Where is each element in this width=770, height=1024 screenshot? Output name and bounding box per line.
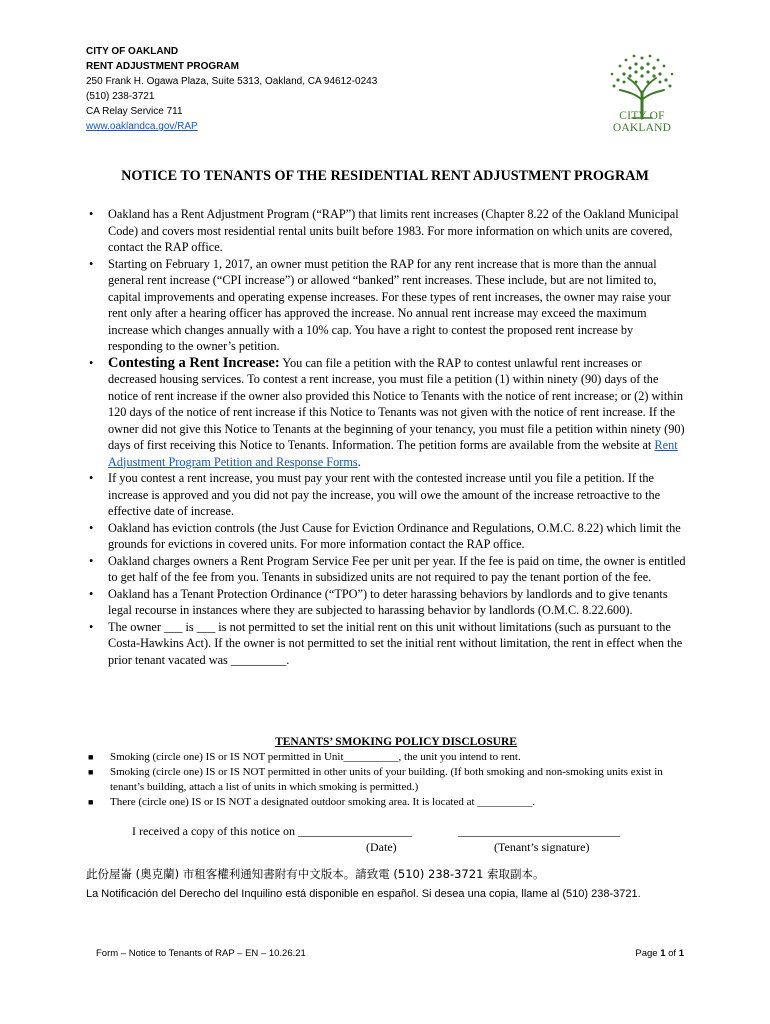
bullet-icon: • — [89, 256, 94, 271]
bullet-icon: • — [89, 619, 94, 634]
spanish-notice: La Notificación del Derecho del Inquilino está disponible en español. Si desea una copia, llame al (510) 238-3721. — [86, 888, 641, 900]
bullet-icon: • — [89, 355, 94, 370]
list-item: • Contesting a Rent Increase: You can file a petition with the RAP to contest unlawful rent increases or decreased housing services. To contest a rent increase, you must file a petition (1) within ninety (90) days of the notice of rent increase if the owner also provided this Notice to Tenants with the notice of rent increase; or (2) within 120 days of the notice of rent increase if this Notice to Tenants was not given with the notice of rent increase. If the owner did not give this Notice to Tenants at the beginning of your tenancy, you must file a petition within ninety (90) days of first receiving this Notice to Tenants. Information. The petition forms are available from the website at Rent Adjustment Program Petition and Response Forms. — [89, 354, 685, 469]
letterhead — [86, 44, 377, 134]
bullet-icon: • — [89, 586, 94, 601]
city-logo — [592, 48, 692, 134]
list-item: • The owner ___ is ___ is not permitted to set the initial rent on this unit without limitations (such as pursuant to the Costa-Hawkins Act). If the owner is not permitted to set the initial rent without limitation, the rent in effect when the prior tenant vacated was _________. — [89, 619, 683, 667]
received-date-line: I received a copy of this notice on ___________________ — [132, 824, 412, 838]
website-link[interactable]: www.oaklandca.gov/RAP — [86, 121, 198, 132]
list-item: • Starting on February 1, 2017, an owner must petition the RAP for any rent increase that is more than the annual general rent increase (“CPI increase”) or allowed “banked” rent increases. These include, but are not limited to, capital improvements and operating expense increases. For these types of rent increases, the owner may raise your rent only after a hearing officer has approved the increase. No annual rent increase may exceed the maximum increase which changes annually with a 10% cap. You have a right to contest the proposed rent increase by responding to the owner’s petition. — [89, 256, 671, 353]
list-item: • If you contest a rent increase, you must pay your rent with the contested increase until you file a petition. If the increase is approved and you did not pay the increase, you will owe the amount of the increase retroactive to the effective date of increase. — [89, 471, 661, 518]
square-bullet-icon: ■ — [88, 797, 94, 807]
date-label: (Date) — [366, 840, 397, 854]
list-item: • Oakland has a Rent Adjustment Program (“RAP”) that limits rent increases (Chapter 8.22 of the Oakland Municipal Code) and covers most residential rental units built before 1983. For more information on which units are covered, contact the RAP office. — [89, 207, 679, 254]
form-id: Form – Notice to Tenants of RAP – EN – 10.26.21 — [96, 948, 306, 959]
contesting-heading: Contesting a Rent Increase: — [108, 354, 280, 371]
tenant-signature-label: (Tenant’s signature) — [494, 840, 590, 854]
list-item: • Oakland has a Tenant Protection Ordinance (“TPO”) to deter harassing behaviors by landlords and to give tenants legal recourse in instances where they are subjected to harassing behavior by landlords (O.M.C. 8.22.600). — [89, 586, 668, 617]
list-item: • Oakland charges owners a Rent Program Service Fee per unit per year. If the fee is paid on time, the owner is entitled to get half of the fee from you. Tenants in subsidized units are not required to pay the tenant portion of the fee. — [89, 553, 686, 584]
bullet-icon: • — [89, 207, 94, 221]
bullet-icon: • — [89, 471, 94, 485]
signature-line: ___________________________ — [458, 824, 620, 838]
org-name: CITY OF OAKLAND — [86, 46, 179, 57]
relay-service: CA Relay Service 711 — [86, 106, 183, 117]
square-bullet-icon: ■ — [88, 767, 94, 777]
list-item: ■ Smoking (circle one) IS or IS NOT permitted in other units of your building. (If both smoking and non-smoking units exist in tenant’s building, attach a list of units in which smoking is permitted.) — [88, 766, 663, 793]
square-bullet-icon: ■ — [88, 752, 94, 762]
logo-text: CITY OF OAKLAND — [612, 110, 672, 134]
petition-forms-link[interactable]: Rent Adjustment Program Petition and Response Forms — [108, 438, 678, 469]
list-item: ■ Smoking (circle one) IS or IS NOT permitted in Unit__________, the unit you intend to rent. — [88, 751, 521, 763]
notice-body — [86, 206, 686, 668]
chinese-notice: 此份屋崙 (奧克蘭) 市租客權利通知書附有中文版本。請致電 (510) 238-3721 索取副本。 — [86, 867, 545, 881]
smoking-policy — [86, 750, 686, 810]
smoking-policy-title: TENANTS’ SMOKING POLICY DISCLOSURE — [275, 736, 517, 748]
document-title: NOTICE TO TENANTS OF THE RESIDENTIAL RENT ADJUSTMENT PROGRAM — [121, 168, 649, 184]
list-item: ■ There (circle one) IS or IS NOT a designated outdoor smoking area. It is located at __________. — [88, 796, 536, 808]
bullet-list — [86, 206, 686, 668]
bullet-icon: • — [89, 520, 94, 535]
address: 250 Frank H. Ogawa Plaza, Suite 5313, Oakland, CA 94612-0243 — [86, 76, 378, 87]
page-number: Page 1 of 1 — [635, 948, 684, 959]
phone: (510) 238-3721 — [86, 91, 155, 102]
program-name: RENT ADJUSTMENT PROGRAM — [86, 61, 239, 72]
bullet-icon: • — [89, 553, 94, 568]
list-item: • Oakland has eviction controls (the Just Cause for Eviction Ordinance and Regulations, O.M.C. 8.22) which limit the grounds for evictions in covered units. For more information contact the RAP office. — [89, 520, 681, 551]
